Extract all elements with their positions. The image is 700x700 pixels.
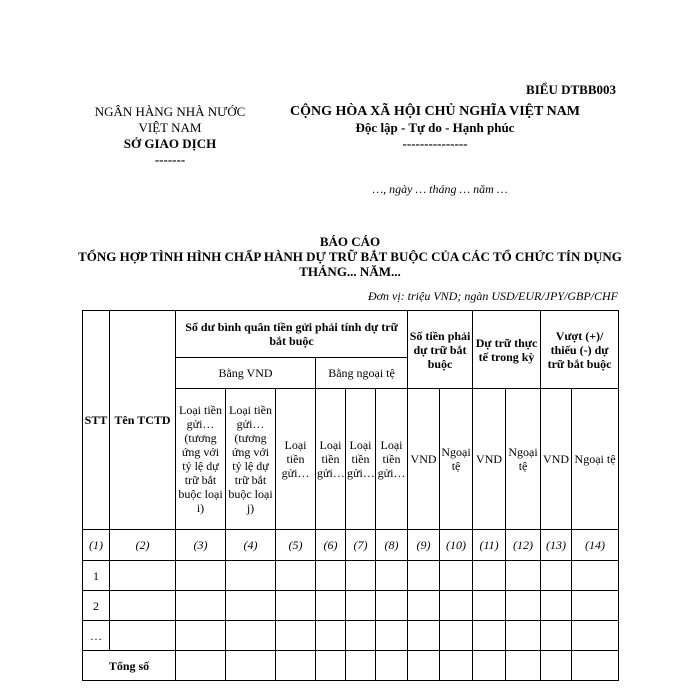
col-number: (4) xyxy=(226,530,276,561)
table-cell[interactable] xyxy=(316,591,346,621)
table-cell[interactable] xyxy=(226,591,276,621)
table-cell[interactable] xyxy=(176,621,226,651)
col-stt-header: STT xyxy=(83,311,110,530)
issuer-line-2: VIỆT NAM xyxy=(138,120,202,135)
table-cell[interactable] xyxy=(572,651,619,681)
table-cell[interactable] xyxy=(473,651,506,681)
table-cell[interactable] xyxy=(316,651,346,681)
table-cell[interactable] xyxy=(276,651,316,681)
report-subtitle: TỔNG HỢP TÌNH HÌNH CHẤP HÀNH DỰ TRỮ BẮT BUỘC CỦA CÁC TỔ CHỨC TÍN DỤNG THÁNG... NĂM... xyxy=(78,249,622,279)
national-title: CỘNG HÒA XÃ HỘI CHỦ NGHĨA VIỆT NAM xyxy=(289,104,580,119)
col-number: (14) xyxy=(572,530,619,561)
table-cell[interactable] xyxy=(376,561,408,591)
issuer-separator: ------- xyxy=(154,152,186,167)
col-name-header: Tên TCTD xyxy=(110,311,176,530)
table-cell[interactable] xyxy=(408,651,440,681)
table-cell[interactable] xyxy=(541,621,572,651)
date-line: …, ngày … tháng … năm … xyxy=(372,182,508,196)
table-cell[interactable] xyxy=(346,561,376,591)
table-row xyxy=(83,621,619,651)
table-cell[interactable] xyxy=(572,621,619,651)
table-cell[interactable] xyxy=(226,561,276,591)
vnd-type-i-header: Loại tiền gửi… (tương ứng với tỷ lệ dự trữ bắt buộc loại i) xyxy=(176,389,226,530)
table-cell[interactable] xyxy=(316,561,346,591)
national-header xyxy=(285,104,585,152)
table-cell[interactable] xyxy=(276,621,316,651)
table-cell[interactable] xyxy=(176,561,226,591)
table-cell[interactable] xyxy=(110,621,176,651)
required-vnd-header: VND xyxy=(408,389,440,530)
table-row xyxy=(83,561,619,591)
surplus-fx-header: Ngoại tệ xyxy=(572,389,619,530)
report-table xyxy=(82,310,619,681)
col-number: (8) xyxy=(376,530,408,561)
table-cell[interactable] xyxy=(506,561,541,591)
form-code: BIỂU DTBB003 xyxy=(526,82,616,97)
table-cell[interactable] xyxy=(473,621,506,651)
report-title-block xyxy=(75,234,625,279)
total-row xyxy=(83,651,619,681)
table-cell[interactable] xyxy=(346,651,376,681)
table-cell[interactable] xyxy=(440,621,473,651)
national-motto: Độc lập - Tự do - Hạnh phúc xyxy=(355,120,515,135)
col-number: (11) xyxy=(473,530,506,561)
table-cell[interactable] xyxy=(226,651,276,681)
sub-fx-header: Bằng ngoại tệ xyxy=(316,358,408,389)
table-cell[interactable] xyxy=(506,651,541,681)
table-cell[interactable] xyxy=(440,561,473,591)
table-cell[interactable] xyxy=(376,591,408,621)
table-cell[interactable] xyxy=(541,591,572,621)
table-cell[interactable] xyxy=(376,651,408,681)
fx-type-2-header: Loại tiền gửi… xyxy=(346,389,376,530)
issuer-line-3: SỞ GIAO DỊCH xyxy=(123,136,217,151)
table-cell[interactable] xyxy=(408,621,440,651)
column-number-row xyxy=(83,530,619,561)
national-separator: --------------- xyxy=(402,136,468,151)
actual-fx-header: Ngoại tệ xyxy=(506,389,541,530)
total-label: Tổng số xyxy=(83,651,176,681)
required-fx-header: Ngoại tệ xyxy=(440,389,473,530)
col-number: (2) xyxy=(110,530,176,561)
group-surplus-header: Vượt (+)/ thiếu (-) dự trữ bắt buộc xyxy=(541,311,619,389)
unit-note: Đơn vị: triệu VND; ngàn USD/EUR/JPY/GBP/CHF xyxy=(367,289,618,303)
row-index: 1 xyxy=(83,561,110,591)
col-number: (1) xyxy=(83,530,110,561)
table-cell[interactable] xyxy=(110,561,176,591)
table-cell[interactable] xyxy=(440,651,473,681)
col-number: (9) xyxy=(408,530,440,561)
table-cell[interactable] xyxy=(473,591,506,621)
surplus-vnd-header: VND xyxy=(541,389,572,530)
fx-type-1-header: Loại tiền gửi… xyxy=(316,389,346,530)
col-number: (12) xyxy=(506,530,541,561)
table-cell[interactable] xyxy=(176,651,226,681)
row-index: 2 xyxy=(83,591,110,621)
table-cell[interactable] xyxy=(506,621,541,651)
table-cell[interactable] xyxy=(572,591,619,621)
table-cell[interactable] xyxy=(572,561,619,591)
table-cell[interactable] xyxy=(276,561,316,591)
table-cell[interactable] xyxy=(506,591,541,621)
table-cell[interactable] xyxy=(440,591,473,621)
report-title: BÁO CÁO xyxy=(319,234,381,249)
table-cell[interactable] xyxy=(346,591,376,621)
col-number: (13) xyxy=(541,530,572,561)
col-number: (7) xyxy=(346,530,376,561)
issuer-line-1: NGÂN HÀNG NHÀ NƯỚC xyxy=(94,104,246,119)
table-cell[interactable] xyxy=(316,621,346,651)
table-cell[interactable] xyxy=(346,621,376,651)
table-cell[interactable] xyxy=(408,561,440,591)
row-index: … xyxy=(83,621,110,651)
table-cell[interactable] xyxy=(176,591,226,621)
table-cell[interactable] xyxy=(541,561,572,591)
table-cell[interactable] xyxy=(473,561,506,591)
fx-type-3-header: Loại tiền gửi… xyxy=(376,389,408,530)
col-number: (3) xyxy=(176,530,226,561)
vnd-type-other-header: Loại tiền gửi… xyxy=(276,389,316,530)
col-number: (6) xyxy=(316,530,346,561)
col-number: (5) xyxy=(276,530,316,561)
table-cell[interactable] xyxy=(408,591,440,621)
actual-vnd-header: VND xyxy=(473,389,506,530)
group-balance-header: Số dư bình quân tiền gửi phải tính dự trữ bắt buộc xyxy=(176,311,408,358)
issuer-header xyxy=(80,104,260,168)
table-cell[interactable] xyxy=(376,621,408,651)
group-actual-header: Dự trữ thực tế trong kỳ xyxy=(473,311,541,389)
table-cell[interactable] xyxy=(110,591,176,621)
sub-vnd-header: Bằng VND xyxy=(176,358,316,389)
col-number: (10) xyxy=(440,530,473,561)
group-required-header: Số tiền phải dự trữ bắt buộc xyxy=(408,311,473,389)
table-row xyxy=(83,591,619,621)
table-cell[interactable] xyxy=(276,591,316,621)
table-cell[interactable] xyxy=(226,621,276,651)
vnd-type-j-header: Loại tiền gửi… (tương ứng với tỷ lệ dự trữ bắt buộc loại j) xyxy=(226,389,276,530)
table-cell[interactable] xyxy=(541,651,572,681)
